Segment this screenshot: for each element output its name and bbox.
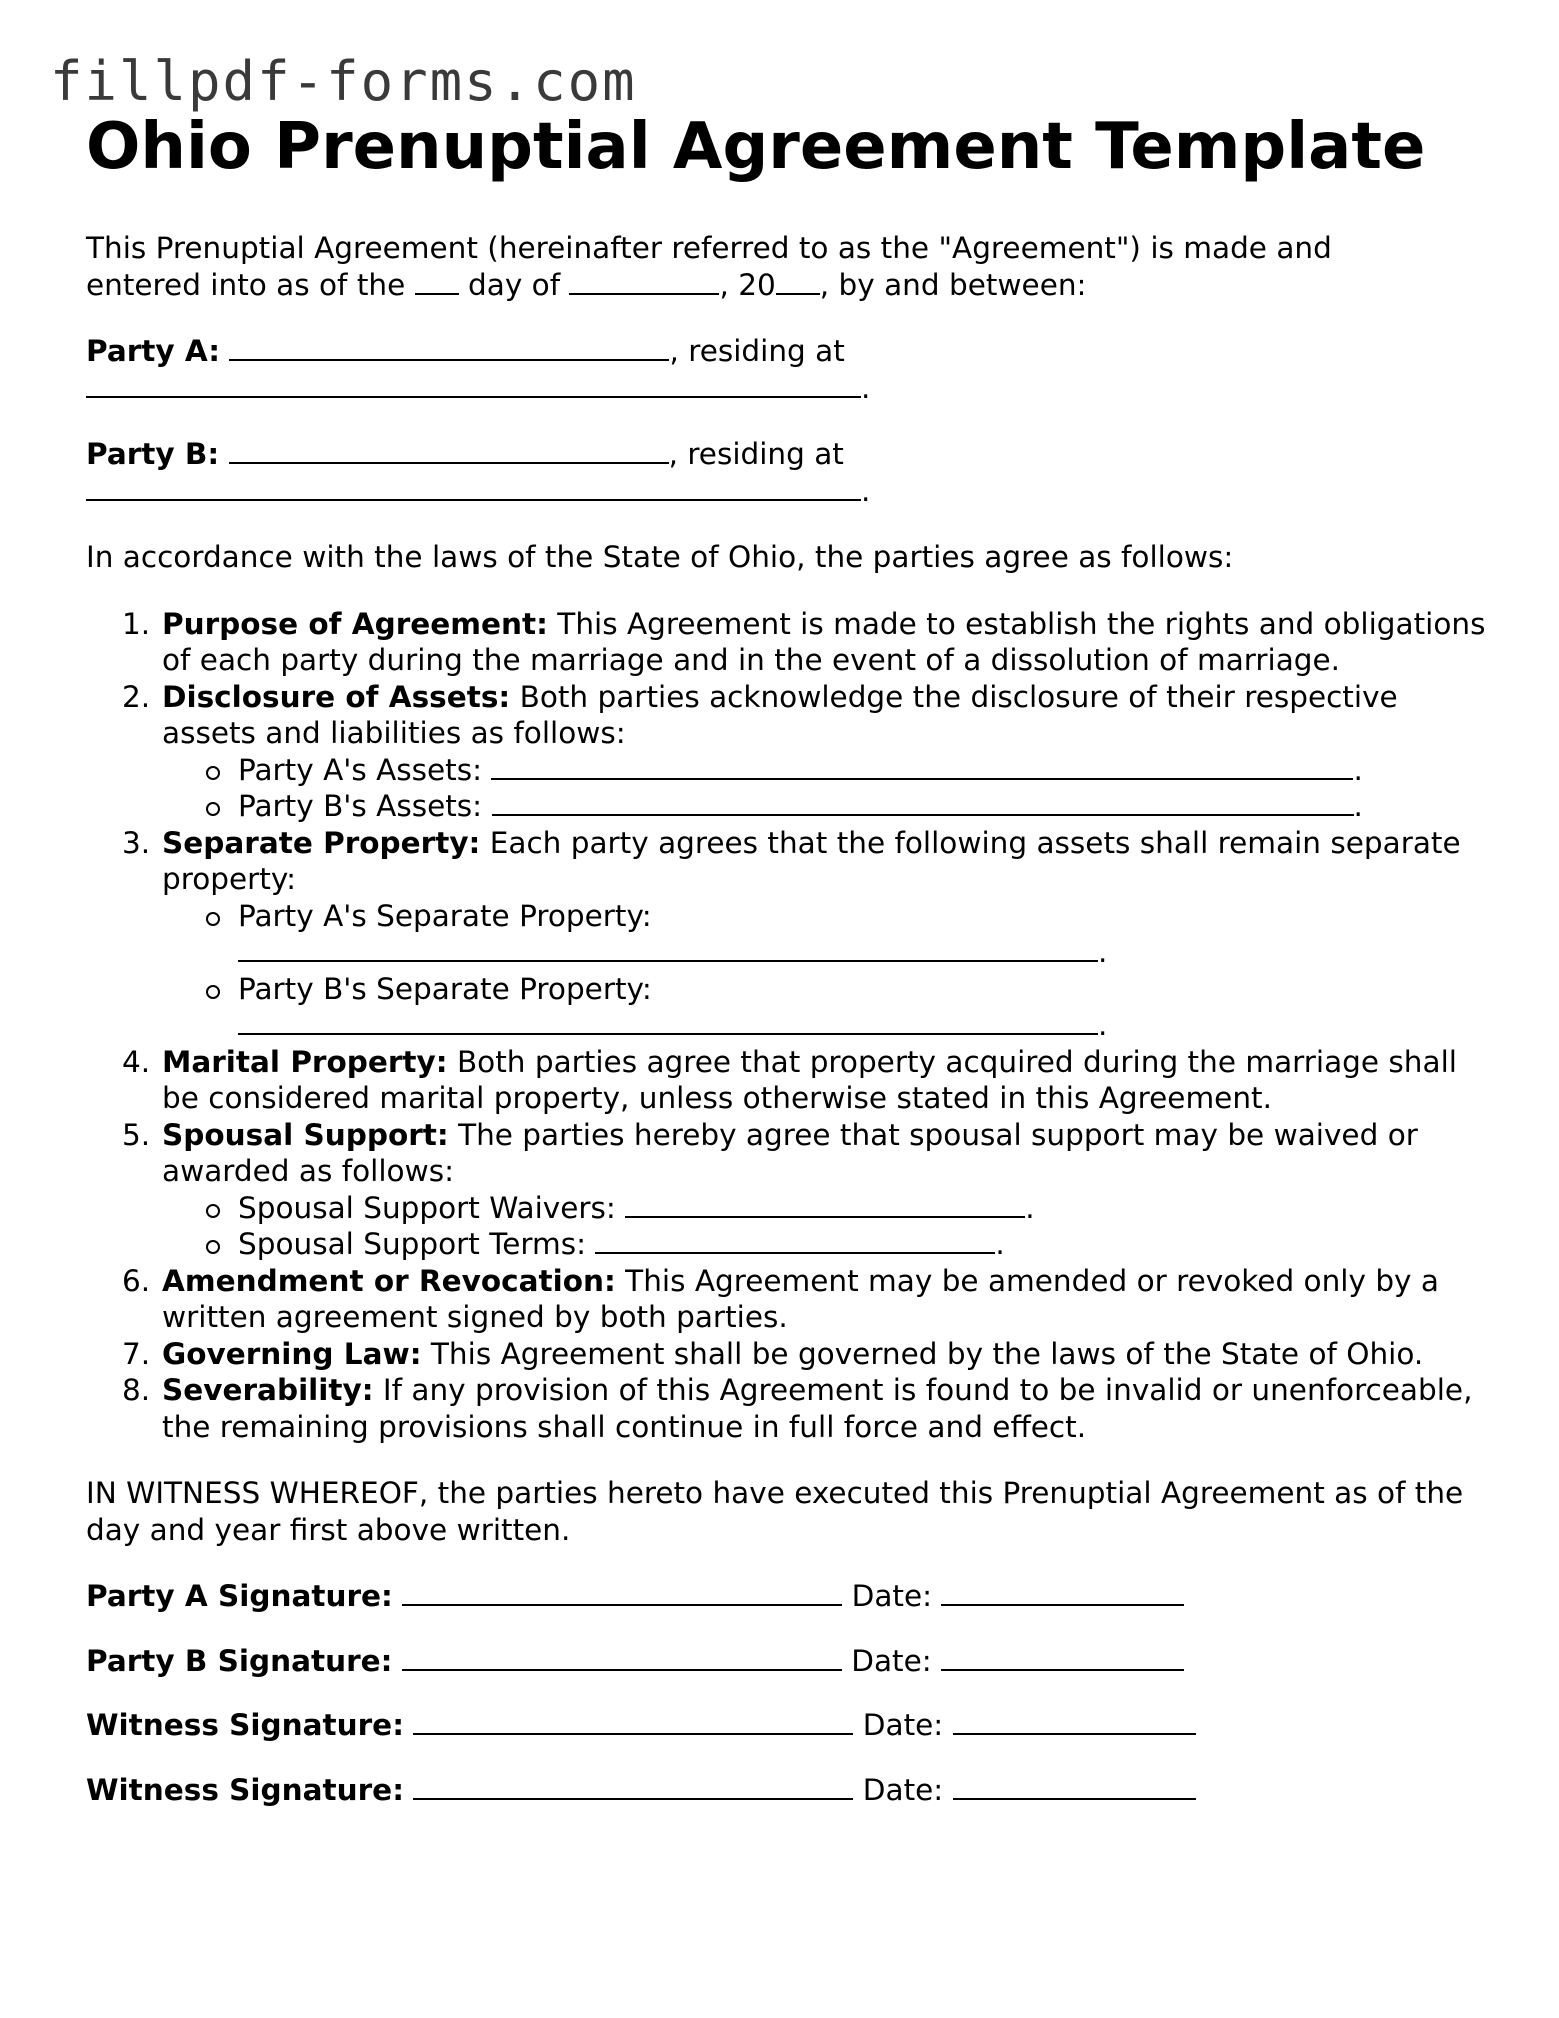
intro-paragraph — [86, 230, 1486, 303]
clause-heading: Amendment or Revocation: — [162, 1263, 616, 1298]
signature-row — [86, 1772, 1486, 1809]
witness-1-signature-blank[interactable] — [413, 1707, 853, 1735]
clause-number: 8. — [122, 1373, 151, 1407]
clause-number: 7. — [122, 1336, 151, 1371]
date-label: Date: — [851, 1643, 932, 1678]
clause-heading: Spousal Support: — [162, 1117, 449, 1152]
intro-text-d: , by and between: — [819, 267, 1087, 302]
clause-text: Both parties acknowledge the disclosure of their respective assets and liabilities as follows: — [162, 679, 1398, 750]
signature-row — [86, 1643, 1486, 1680]
witness-2-signature-blank[interactable] — [413, 1772, 853, 1800]
party-b-separate-blank[interactable] — [238, 1007, 1098, 1035]
year-blank[interactable] — [776, 267, 820, 295]
clause-heading: Purpose of Agreement: — [162, 606, 548, 641]
signature-label: Witness Signature: — [86, 1708, 404, 1742]
preamble: In accordance with the laws of the State of Ohio, the parties agree as follows: — [86, 540, 1234, 574]
party-b-residing: , residing at — [668, 437, 844, 471]
clause-number: 3. — [122, 825, 151, 860]
date-label: Date: — [862, 1772, 944, 1807]
party-a-date-blank[interactable] — [941, 1578, 1184, 1606]
party-b-signature-blank[interactable] — [402, 1643, 842, 1671]
signature-row — [86, 1578, 1486, 1615]
clause-item — [86, 1336, 1486, 1373]
date-label: Date: — [862, 1708, 944, 1742]
clause-text: This Agreement shall be governed by the laws of the State of Ohio. — [421, 1336, 1424, 1371]
date-label: Date: — [851, 1579, 933, 1613]
sub-item: Party B's Assets: . — [162, 788, 1486, 825]
support-terms-blank[interactable] — [595, 1226, 995, 1254]
sub-list — [162, 898, 1486, 1044]
sub-item: Party A's Assets: . — [162, 752, 1486, 789]
sub-item-label: Party B's Assets: — [238, 789, 483, 823]
clause-heading: Disclosure of Assets: — [162, 679, 511, 714]
clause-item — [86, 825, 1486, 1044]
clause-text: Both parties agree that property acquired during the marriage shall be considered marital property, unless otherwise stated in this Agreement. — [162, 1044, 1457, 1115]
document-title: Ohio Prenuptial Agreement Template — [86, 110, 1426, 184]
party-a-signature-blank[interactable] — [402, 1578, 842, 1606]
party-b-assets-blank[interactable] — [492, 788, 1354, 816]
clause-text: If any provision of this Agreement is found to be invalid or unenforceable, the remaining provisions shall continue in full force and effect. — [162, 1373, 1473, 1444]
clause-item — [86, 1372, 1486, 1445]
support-waivers-blank[interactable] — [625, 1190, 1025, 1218]
party-a-separate-blank[interactable] — [238, 934, 1098, 962]
party-a-label: Party A: — [86, 334, 221, 368]
clause-list — [86, 606, 1486, 1446]
signature-label: Party A Signature: — [86, 1579, 393, 1613]
clause-text: The parties hereby agree that spousal support may be waived or awarded as follows: — [162, 1117, 1418, 1188]
witness-statement: IN WITNESS WHEREOF, the parties hereto have executed this Prenuptial Agreement as of the day and year first above written. — [86, 1476, 1464, 1547]
clause-item — [86, 1263, 1486, 1336]
signature-row — [86, 1707, 1486, 1744]
clause-number: 4. — [122, 1044, 151, 1079]
clause-heading: Severability: — [162, 1373, 374, 1407]
party-a-address-blank[interactable] — [86, 370, 861, 398]
clause-item — [86, 1117, 1486, 1263]
party-b-address-blank[interactable] — [86, 473, 861, 501]
signature-label: Party B Signature: — [86, 1643, 393, 1678]
clause-text: Each party agrees that the following assets shall remain separate property: — [162, 825, 1461, 896]
sub-item-label: Spousal Support Waivers: — [238, 1190, 616, 1225]
sub-list — [162, 752, 1486, 825]
witness-1-date-blank[interactable] — [953, 1707, 1196, 1735]
clause-number: 1. — [122, 606, 151, 641]
clause-number: 2. — [122, 679, 151, 714]
party-b-paragraph: Party B: , residing at . — [86, 437, 871, 508]
party-b-label: Party B: — [86, 437, 220, 471]
clause-text: This Agreement may be amended or revoked only by a written agreement signed by both parties. — [162, 1263, 1439, 1334]
clause-text: This Agreement is made to establish the rights and obligations of each party during the marriage and in the event of a dissolution of marriage. — [162, 606, 1486, 677]
sub-item: Spousal Support Waivers: . — [162, 1190, 1486, 1227]
sub-item: Spousal Support Terms: . — [162, 1226, 1486, 1263]
clause-item — [86, 606, 1486, 679]
party-a-name-blank[interactable] — [229, 333, 669, 361]
intro-line-1: This Prenuptial Agreement (hereinafter referred to as the "Agreement") is made and — [86, 231, 1332, 265]
watermark-text: fillpdf-forms.com — [50, 50, 637, 113]
document-page — [86, 108, 1486, 1808]
clause-item — [86, 679, 1486, 825]
intro-text-c: , 20 — [719, 267, 776, 302]
sub-item-label: Spousal Support Terms: — [238, 1227, 587, 1261]
party-b-name-blank[interactable] — [229, 436, 669, 464]
intro-text-a: entered into as of the — [86, 267, 406, 302]
month-blank[interactable] — [569, 267, 719, 295]
sub-item: Party A's Separate Property: . — [162, 898, 1486, 971]
party-b-date-blank[interactable] — [941, 1643, 1184, 1671]
party-a-paragraph: Party A: , residing at . — [86, 334, 871, 405]
party-a-assets-blank[interactable] — [491, 752, 1353, 780]
signature-label: Witness Signature: — [86, 1772, 404, 1807]
clause-number: 5. — [122, 1117, 151, 1152]
witness-2-date-blank[interactable] — [953, 1772, 1196, 1800]
intro-text-b: day of — [468, 267, 561, 302]
sub-item: Party B's Separate Property: . — [162, 971, 1486, 1044]
sub-list — [162, 1190, 1486, 1263]
clause-heading: Marital Property: — [162, 1044, 448, 1079]
clause-heading: Governing Law: — [162, 1336, 422, 1371]
sub-item-label: Party A's Separate Property: — [238, 898, 652, 933]
party-a-residing: , residing at — [669, 334, 845, 368]
clause-heading: Separate Property: — [162, 825, 481, 860]
sub-item-label: Party B's Separate Property: — [238, 971, 652, 1006]
day-blank[interactable] — [415, 267, 459, 295]
sub-item-label: Party A's Assets: — [238, 752, 483, 787]
clause-number: 6. — [122, 1263, 151, 1298]
clause-item — [86, 1044, 1486, 1117]
